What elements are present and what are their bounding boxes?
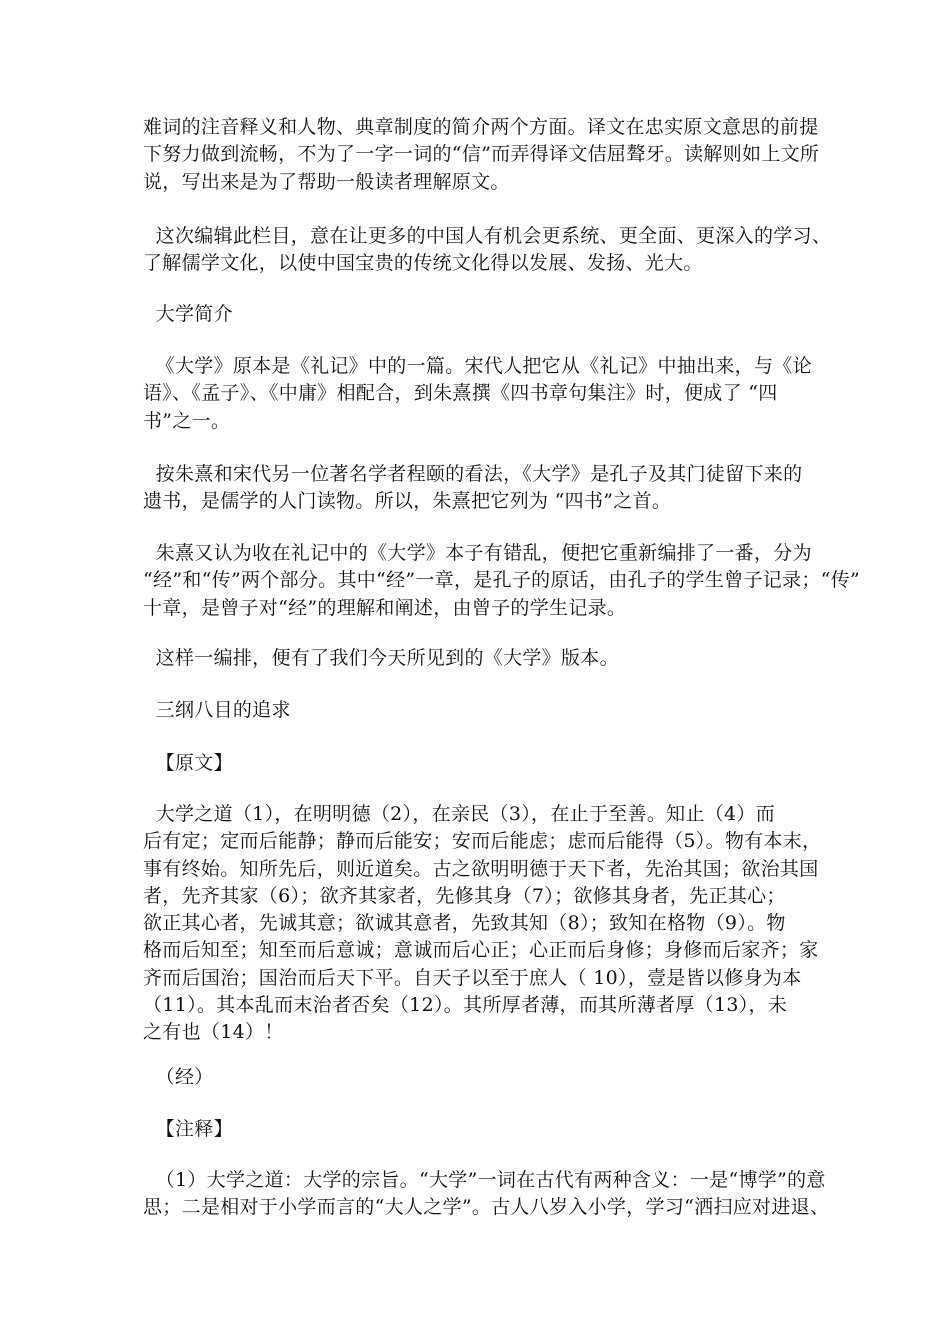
text-line: 之有也（14）！ — [143, 1021, 284, 1044]
text-line: 这次编辑此栏目，意在让更多的中国人有机会更系统、更全面、更深入的学习、 — [143, 225, 832, 247]
text-line: 欲正其心者，先诚其意；欲诚其意者，先致其知（8）；致知在格物（9）。物 — [143, 912, 786, 935]
text-line: “经”和“传”两个部分。其中“经”一章，是孔子的原话，由孔子的学生曾子记录；“传” — [143, 569, 861, 592]
text-line: 格而后知至；知至而后意诚；意诚而后心正；心正而后身修；身修而后家齐；家 — [143, 939, 819, 962]
text-line: 【注释】 — [143, 1118, 233, 1140]
text-line: 思；二是相对于小学而言的“大人之学”。古人八岁入小学，学习“洒扫应对进退、 — [143, 1196, 830, 1219]
paragraph-zhuxi-rearrangement — [143, 540, 861, 622]
text-line: 大学之道（1），在明明德（2），在亲民（3），在止于至善。知止（4）而 — [143, 803, 776, 825]
text-line: 了解儒学文化，以使中国宝贵的传统文化得以发展、发扬、光大。 — [143, 252, 703, 275]
text-line: 朱熹又认为收在礼记中的《大学》本子有错乱，便把它重新编排了一番，分为 — [143, 542, 812, 564]
text-line: 齐而后国治；国治而后天下平。自天子以至于庶人（ 10），壹是皆以修身为本 — [143, 966, 802, 989]
text-line: 【原文】 — [143, 752, 233, 774]
text-line: （1）大学之道：大学的宗旨。“大学”一词在古代有两种含义：一是“博学”的意 — [143, 1169, 826, 1191]
section-label-jing — [143, 1064, 815, 1091]
paragraph-annotation-1 — [143, 1167, 830, 1222]
text-line: 这样一编排，便有了我们今天所见到的《大学》版本。 — [143, 647, 619, 669]
section-heading-daxue-intro — [143, 301, 815, 328]
text-line: 难词的注音释义和人物、典章制度的简介两个方面。译文在忠实原文意思的前提 — [143, 116, 819, 138]
text-line: 遗书，是儒学的人门读物。所以，朱熹把它列为 “四书”之首。 — [143, 490, 672, 513]
text-line: 后有定；定而后能静；静而后能安；安而后能虑；虑而后能得（5）。物有本末， — [143, 830, 822, 853]
text-line: （经） — [143, 1066, 214, 1088]
text-line: 大学简介 — [143, 303, 233, 325]
text-line: 下努力做到流畅，不为了一字一词的“信”而弄得译文佶屈聱牙。读解则如上文所 — [143, 143, 820, 166]
section-heading-three-principles — [143, 697, 815, 724]
text-line: 三纲八目的追求 — [143, 699, 291, 721]
paragraph-zhuxi-view — [143, 461, 815, 516]
section-heading-original-text — [143, 750, 815, 777]
paragraph-intro-translation — [143, 114, 820, 196]
text-line: 说，写出来是为了帮助一般读者理解原文。 — [143, 170, 510, 193]
text-line: 者，先齐其家（6）；欲齐其家者，先修其身（7）；欲修其身者，先正其心； — [143, 884, 786, 907]
text-line: 书”之一。 — [143, 409, 231, 432]
section-heading-annotations — [143, 1116, 815, 1143]
text-line: 事有终始。知所先后，则近道矣。古之欲明明德于天下者，先治其国；欲治其国 — [143, 857, 819, 880]
text-line: 《大学》原本是《礼记》中的一篇。宋代人把它从《礼记》中抽出来，与《论 — [143, 355, 812, 377]
paragraph-current-version — [143, 645, 815, 672]
paragraph-daxue-origin — [143, 353, 815, 435]
text-line: 语》、《孟子》、《中庸》相配合，到朱熹撰《四书章句集注》时，便成了 “四 — [143, 382, 778, 405]
paragraph-column-purpose — [143, 223, 832, 278]
text-line: 十章，是曾子对“经”的理解和阐述，由曾子的学生记录。 — [143, 596, 627, 619]
text-line: 按朱熹和宋代另一位著名学者程颐的看法，《大学》是孔子及其门徒留下来的 — [143, 463, 803, 485]
text-line: （11）。其本乱而末治者否矣（12）。其所厚者薄，而其所薄者厚（13），未 — [143, 994, 788, 1017]
paragraph-original-text — [143, 801, 822, 1047]
